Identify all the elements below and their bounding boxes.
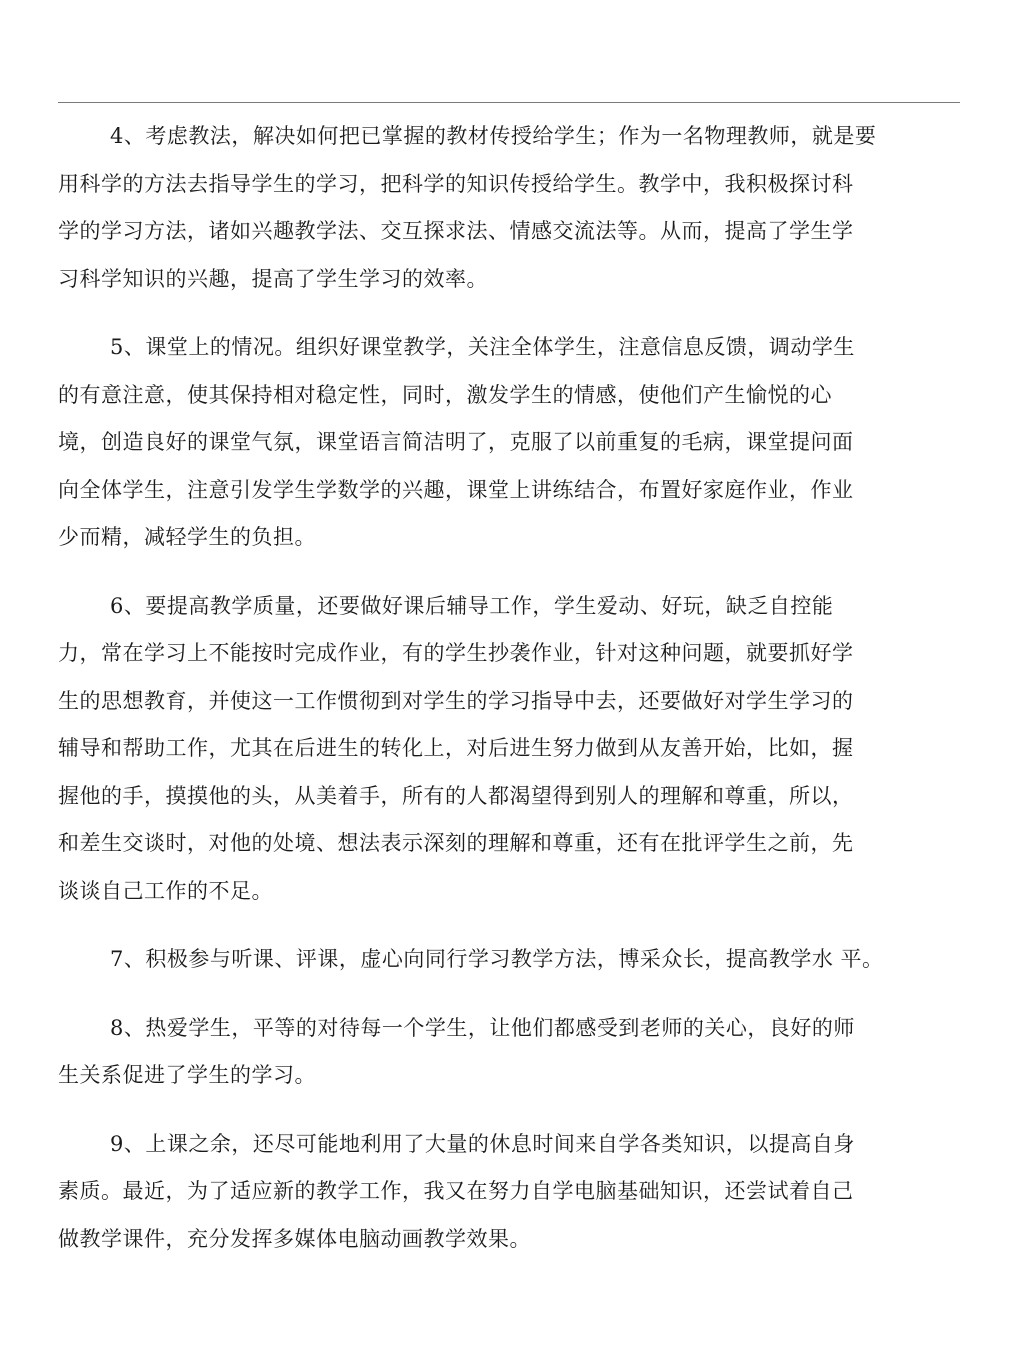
text-line: 向全体学生，注意引发学生学数学的兴趣，课堂上讲练结合，布置好家庭作业，作业	[58, 477, 854, 502]
text-line: 5、课堂上的情况。组织好课堂教学，关注全体学生，注意信息反馈，调动学生	[110, 335, 855, 359]
text-line: 用科学的方法去指导学生的学习，把科学的知识传授给学生。教学中，我积极探讨科	[58, 171, 854, 196]
text-line: 的有意注意，使其保持相对稳定性，同时，激发学生的情感，使他们产生愉悦的心	[58, 382, 832, 407]
text-line: 7、积极参与听课、评课，虚心向同行学习教学方法，博采众长，提高教学水 平。	[110, 947, 884, 971]
document-body	[58, 113, 938, 1284]
text-line: 辅导和帮助工作，尤其在后进生的转化上，对后进生努力做到从友善开始，比如，握	[58, 736, 854, 760]
paragraph-5	[58, 324, 938, 562]
text-line: 4、考虑教法，解决如何把已掌握的教材传授给学生；作为一名物理教师，就是要	[110, 124, 877, 148]
text-line: 力，常在学习上不能按时完成作业，有的学生抄袭作业，针对这种问题，就要抓好学	[58, 641, 854, 665]
paragraph-4	[58, 113, 938, 303]
text-line: 少而精，减轻学生的负担。	[58, 525, 316, 549]
text-line: 握他的手，摸摸他的头，从美着手，所有的人都渴望得到别人的理解和尊重，所以，	[58, 783, 854, 808]
paragraph-7	[58, 936, 938, 984]
text-line: 谈谈自己工作的不足。	[58, 878, 273, 903]
text-line: 9、上课之余，还尽可能地利用了大量的休息时间来自学各类知识，以提高自身	[110, 1131, 855, 1156]
paragraph-9	[58, 1121, 938, 1264]
text-line: 生的思想教育，并使这一工作惯彻到对学生的学习指导中去，还要做好对学生学习的	[58, 688, 854, 713]
text-line: 6、要提高教学质量，还要做好课后辅导工作，学生爱动、好玩，缺乏自控能	[110, 593, 834, 618]
header-rule	[58, 102, 960, 103]
paragraph-8	[58, 1005, 938, 1100]
text-line: 8、热爱学生，平等的对待每一个学生，让他们都感受到老师的关心，良好的师	[110, 1015, 855, 1040]
text-line: 境，创造良好的课堂气氛，课堂语言简洁明了，克服了以前重复的毛病，课堂提问面	[58, 430, 854, 454]
text-line: 做教学课件，充分发挥多媒体电脑动画教学效果。	[58, 1226, 531, 1251]
text-line: 素质。最近，为了适应新的教学工作，我又在努力自学电脑基础知识，还尝试着自己	[58, 1179, 854, 1203]
text-line: 习科学知识的兴趣，提高了学生学习的效率。	[58, 266, 488, 291]
text-line: 和差生交谈时，对他的处境、想法表示深刻的理解和尊重，还有在批评学生之前，先	[58, 831, 854, 855]
paragraph-6	[58, 583, 938, 916]
text-line: 学的学习方法，诸如兴趣教学法、交互探求法、情感交流法等。从而，提高了学生学	[58, 219, 854, 243]
text-line: 生关系促进了学生的学习。	[58, 1063, 316, 1087]
